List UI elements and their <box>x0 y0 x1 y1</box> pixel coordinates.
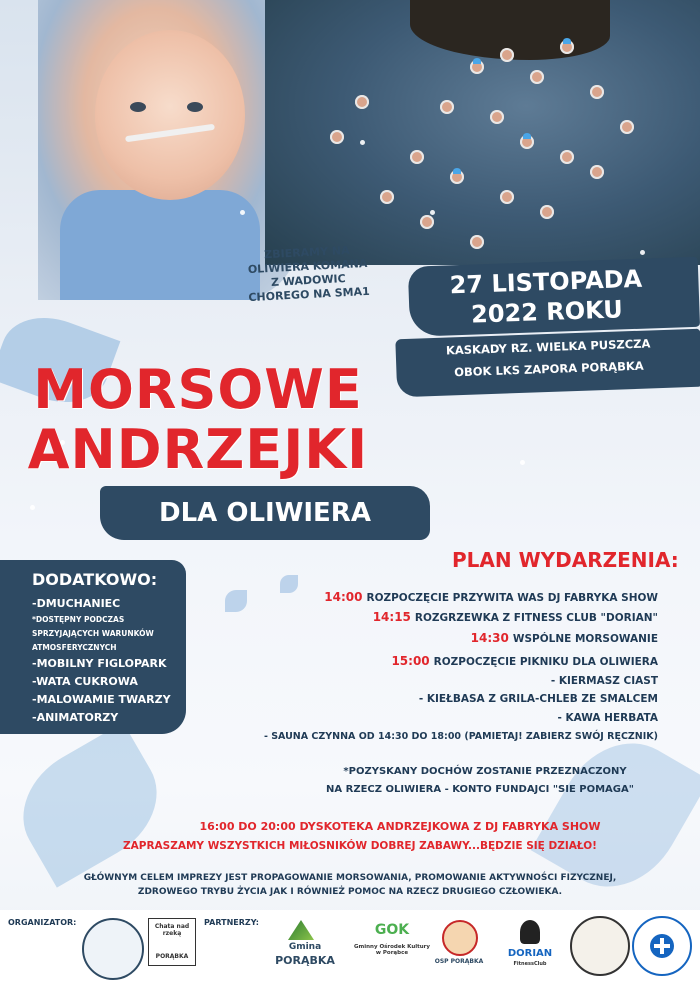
plan-row <box>471 631 658 645</box>
donation-note: NA RZECZ OLIWIERA - KONTO FUNDAJCI "SIE POMAGA" <box>326 784 634 795</box>
swim-cap <box>523 133 531 139</box>
rescue-logo <box>632 916 692 976</box>
plan-text: - KAWA HERBATA <box>557 712 658 724</box>
swimmer <box>560 150 574 164</box>
footer <box>0 910 700 983</box>
gok-text: GOK <box>374 922 410 938</box>
title-line: MORSOWE <box>33 358 363 421</box>
extras-item: -MALOWAMIE TWARZY <box>32 693 171 706</box>
fundraiser-text <box>227 242 390 306</box>
event-location-detail: OBOK LKS ZAPORA PORĄBKA <box>453 358 644 380</box>
swimmer <box>590 85 604 99</box>
baby-eye <box>130 102 146 112</box>
gmina-logo <box>270 920 340 975</box>
extras-item: -WATA CUKROWA <box>32 675 138 688</box>
extras-item: -MOBILNY FIGLOPARK <box>32 657 167 670</box>
plan-row <box>324 590 658 604</box>
cross-horizontal <box>654 944 670 948</box>
rescue-cross-icon <box>650 934 674 958</box>
swimmer <box>410 150 424 164</box>
berry-decoration <box>280 575 298 593</box>
snowflake <box>640 250 645 255</box>
extras-box <box>0 560 186 734</box>
plan-time: 14:15 <box>372 610 411 624</box>
mountain-icon <box>288 920 314 940</box>
fundraiser-line: CHOREGO NA SMA1 <box>248 284 371 305</box>
plan-text: ROZPOCZĘCIE PIKNIKU DLA OLIWIERA <box>433 656 658 668</box>
swimmer <box>500 190 514 204</box>
swim-cap <box>453 168 461 174</box>
date-banner <box>393 257 700 400</box>
plan-text: ROZGRZEWKA Z FITNESS CLUB "DORIAN" <box>414 612 658 624</box>
event-year: 2022 ROKU <box>470 295 624 329</box>
subtitle-banner <box>100 486 430 540</box>
dorian-text: DORIAN <box>507 948 553 959</box>
snowflake <box>430 210 435 215</box>
extras-item: -ANIMATORZY <box>32 711 119 724</box>
swim-cap <box>473 58 481 64</box>
plan-text: ROZPOCZĘCIE PRZYWITA WAS DJ FABRYKA SHOW <box>366 592 658 604</box>
plan-row <box>373 610 658 624</box>
partners-label: PARTNERZY: <box>204 918 259 927</box>
swimmer <box>420 215 434 229</box>
swimmer <box>540 205 554 219</box>
plan-text: - KIERMASZ CIAST <box>550 675 658 687</box>
swimmer <box>530 70 544 84</box>
plan-heading: PLAN WYDARZENIA: <box>452 548 679 572</box>
extras-note: *DOSTĘPNY PODCZAS <box>32 615 125 624</box>
gok-subtext: Gminny Ośrodek Kultury w Porąbce <box>354 944 430 956</box>
baby-face <box>95 30 245 200</box>
gok-logo <box>352 920 432 975</box>
donation-note: *POZYSKANY DOCHÓW ZOSTANIE PRZEZNACZONY <box>343 766 627 777</box>
snowflake <box>360 140 365 145</box>
event-subtitle: DLA OLIWIERA <box>159 498 371 528</box>
swimmer <box>355 95 369 109</box>
organizer-label: ORGANIZATOR: <box>8 918 77 927</box>
plan-text: - SAUNA CZYNNA OD 14:30 DO 18:00 (PAMIETAJ! ZABIERZ SWÓJ RĘCZNIK) <box>263 731 658 742</box>
leaf-decoration <box>2 722 178 887</box>
extras-note: SPRZYJAJĄCYCH WARUNKÓW <box>32 629 154 638</box>
event-title <box>18 360 378 480</box>
chata-logo <box>148 918 196 966</box>
disco-info: 16:00 DO 20:00 DYSKOTEKA ANDRZEJKOWA Z DJ FABRYKA SHOW <box>199 820 601 833</box>
osp-text: OSP PORĄBKA <box>434 958 484 965</box>
snowflake <box>30 505 35 510</box>
fundraiser-line: ZBIERAMY NA <box>263 243 350 262</box>
plan-text: WSPÓLNE MORSOWANIE <box>512 633 658 645</box>
extras-item: -DMUCHANIEC <box>32 597 121 610</box>
extras-heading: DODATKOWO: <box>32 570 158 589</box>
plan-text: - KIEŁBASA Z GRILA-CHLEB ZE SMALCEM <box>418 693 658 705</box>
plan-time: 14:30 <box>470 631 509 645</box>
organizer-logo <box>82 918 144 980</box>
fundraiser-line: Z WADOWIC <box>270 272 347 289</box>
chata-text: Chata nad rzeką <box>154 923 190 937</box>
swimmer <box>500 48 514 62</box>
snowflake <box>520 460 525 465</box>
event-date: 27 LISTOPADA <box>449 264 643 300</box>
dorian-logo <box>500 920 560 975</box>
swimmer <box>470 235 484 249</box>
gmina-name: PORĄBKA <box>275 954 335 967</box>
swimmer <box>590 165 604 179</box>
plan-row <box>264 731 658 742</box>
goal-text: ZDROWEGO TRYBU ŻYCIA JAK I RÓWNIEŻ POMOC NA RZECZ DRUGIEGO CZŁOWIEKA. <box>137 887 563 897</box>
swimmer <box>440 100 454 114</box>
plan-row <box>419 693 658 705</box>
sauna-logo <box>570 916 630 976</box>
berry-decoration <box>225 590 247 612</box>
invite-text: ZAPRASZAMY WSZYSTKICH MIŁOSNIKÓW DOBREJ ZABAWY...BĘDZIE SIĘ DZIAŁO! <box>123 840 597 852</box>
snowflake <box>240 210 245 215</box>
athlete-icon <box>520 920 540 944</box>
osp-logo <box>442 920 478 956</box>
plan-time: 14:00 <box>324 590 363 604</box>
plan-row <box>557 712 658 724</box>
plan-time: 15:00 <box>391 654 430 668</box>
extras-note: ATMOSFERYCZNYCH <box>32 643 117 652</box>
plan-row <box>551 675 658 687</box>
swim-cap <box>563 38 571 44</box>
swimmer <box>490 110 504 124</box>
baby-eye <box>187 102 203 112</box>
goal-text: GŁÓWNYM CELEM IMPREZY JEST PROPAGOWANIE MORSOWANIA, PROMOWANIE AKTYWNOŚCI FIZYCZNEJ, <box>83 873 617 883</box>
swimmer <box>620 120 634 134</box>
event-location: KASKADY RZ. WIELKA PUSZCZA <box>445 336 651 358</box>
swimmer <box>380 190 394 204</box>
title-line: ANDRZEJKI <box>27 418 369 481</box>
plan-row <box>391 654 658 668</box>
chata-place: PORĄBKA <box>155 953 189 960</box>
dorian-subtext: FitnessClub <box>513 961 547 967</box>
feeding-tube <box>125 124 215 142</box>
swimmer <box>330 130 344 144</box>
gmina-text: Gmina <box>288 942 322 952</box>
fundraiser-line: OLIWIERA KOMANA <box>247 256 368 277</box>
